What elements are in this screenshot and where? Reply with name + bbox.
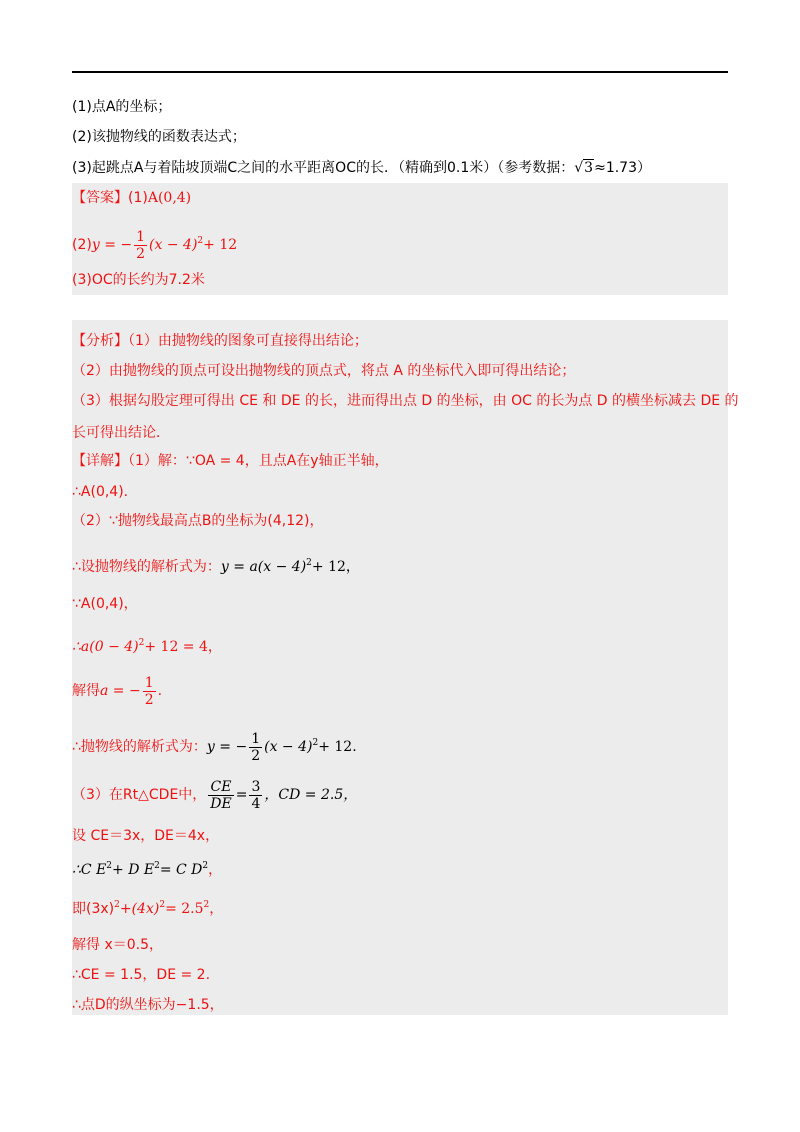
- detail-11-b: + D E: [112, 862, 155, 878]
- detail-4-math: y = a(x − 4): [220, 559, 307, 575]
- detail-6-math: ∴a(0 − 4): [72, 639, 139, 655]
- detail-7-tail: .: [157, 683, 163, 699]
- detail-15: ∴点D的纵坐标为−1.5，: [72, 997, 224, 1013]
- detail-12-exp-1: 2: [114, 900, 120, 910]
- answer-2-fraction: $\frac{1}{2}$: [136, 228, 146, 262]
- detail-9-fraction-1: $\frac{CE}{DE}$: [210, 778, 232, 812]
- answer-1: [72, 188, 191, 208]
- question-2: (2)该抛物线的函数表达式；: [72, 129, 246, 145]
- detail-11-d: ，: [208, 862, 223, 878]
- detail-9-eq: =: [235, 787, 248, 803]
- detail-12-b: +(4x): [119, 901, 160, 917]
- detail-11-exp-2: 2: [154, 861, 160, 871]
- question-3-tail: ≈1.73）: [594, 160, 651, 176]
- detail-12-exp-3: 2: [203, 900, 210, 910]
- detail-3: （2）∵抛物线最高点B的坐标为(4,12)，: [72, 513, 324, 529]
- detail-11-exp-1: 2: [106, 861, 113, 871]
- answer-2-paren: (x − 4): [149, 237, 198, 253]
- answer-2: [72, 222, 237, 264]
- detail-7-fraction: $\frac{1}{2}$: [144, 674, 154, 708]
- detail-6: [72, 633, 222, 657]
- detail-4: [72, 553, 360, 577]
- answer-2-left: y = −: [91, 237, 133, 253]
- sqrt-sign: √: [574, 160, 584, 176]
- answer-label: 【答案】: [72, 190, 128, 206]
- answer-2-exp: 2: [197, 236, 204, 246]
- detail-12-a: 即(3x): [72, 901, 115, 917]
- detail-7-text: 解得: [72, 683, 100, 699]
- detail-12-exp-2: 2: [159, 900, 166, 910]
- detail-10: 设 CE＝3x，DE＝4x，: [72, 828, 220, 844]
- detail-13: 解得 x＝0.5，: [72, 937, 163, 953]
- answer-1-value: A(0,4): [147, 190, 192, 206]
- analysis-1-text: （1）由抛物线的图象可直接得出结论；: [128, 333, 368, 349]
- sqrt-radicand: 3: [584, 160, 594, 176]
- question-3-text: (3)起跳点A与着陆坡顶端C之间的水平距离OC的长．（精确到0.1米）（参考数据：: [72, 160, 575, 176]
- answer-2-tail: + 12: [203, 237, 238, 253]
- detail-4-tail: + 12，: [311, 559, 360, 575]
- detail-12-c: = 2.5: [165, 901, 204, 917]
- detail-12: [72, 895, 223, 919]
- detail-9-fraction-2: $\frac{3}{4}$: [251, 778, 261, 812]
- analysis-2: （2）由抛物线的顶点可设出抛物线的顶点式，将点 A 的坐标代入即可得出结论；: [72, 363, 576, 379]
- detail-11: [72, 856, 222, 880]
- detail-label: 【详解】: [72, 453, 128, 469]
- detail-8-math: y = −: [206, 739, 248, 755]
- detail-8: [72, 724, 357, 766]
- analysis-label: 【分析】: [72, 333, 128, 349]
- detail-4-exp: 2: [306, 558, 312, 568]
- answer-1-prefix: (1): [128, 190, 148, 206]
- detail-11-c: = C D: [159, 862, 203, 878]
- detail-1: [72, 451, 389, 471]
- detail-14: ∴CE = 1.5，DE = 2.: [72, 967, 211, 983]
- detail-8-exp: 2: [312, 738, 319, 748]
- detail-6-tail: + 12 = 4，: [144, 639, 222, 655]
- analysis-3: （3）根据勾股定理可得出 CE 和 DE 的长，进而得出点 D 的坐标，由 OC 的长为点 D 的横坐标减去 DE 的: [72, 393, 739, 409]
- detail-8-text: ∴抛物线的解析式为：: [72, 739, 207, 755]
- detail-2: ∴A(0,4).: [72, 484, 129, 500]
- detail-8-fraction: $\frac{1}{2}$: [251, 730, 261, 764]
- detail-5: ∵A(0,4)，: [72, 596, 138, 612]
- detail-9-tail: ，CD = 2.5，: [264, 787, 358, 803]
- detail-11-a: ∴C E: [72, 862, 107, 878]
- question-3: [72, 158, 651, 178]
- analysis-1: [72, 331, 368, 351]
- detail-1-text: （1）解：∵OA = 4，且点A在y轴正半轴，: [128, 453, 389, 469]
- detail-7: [72, 672, 162, 710]
- detail-4-text: ∴设抛物线的解析式为：: [72, 559, 221, 575]
- detail-6-exp: 2: [138, 638, 145, 648]
- detail-12-d: ，: [209, 901, 224, 917]
- detail-11-exp-3: 2: [202, 861, 209, 871]
- answer-3: (3)OC的长约为7.2米: [72, 272, 205, 288]
- answer-2-prefix: (2): [72, 237, 92, 253]
- detail-9: [72, 775, 357, 815]
- detail-8-tail: + 12.: [318, 739, 357, 755]
- detail-7-math: a = −: [100, 683, 141, 699]
- analysis-4: 长可得出结论．: [72, 425, 170, 441]
- detail-9-text: （3）在Rt△CDE中，: [72, 787, 207, 803]
- question-1: (1)点A的坐标；: [72, 99, 172, 115]
- detail-8-paren: (x − 4): [264, 739, 313, 755]
- header-rule: [72, 71, 728, 73]
